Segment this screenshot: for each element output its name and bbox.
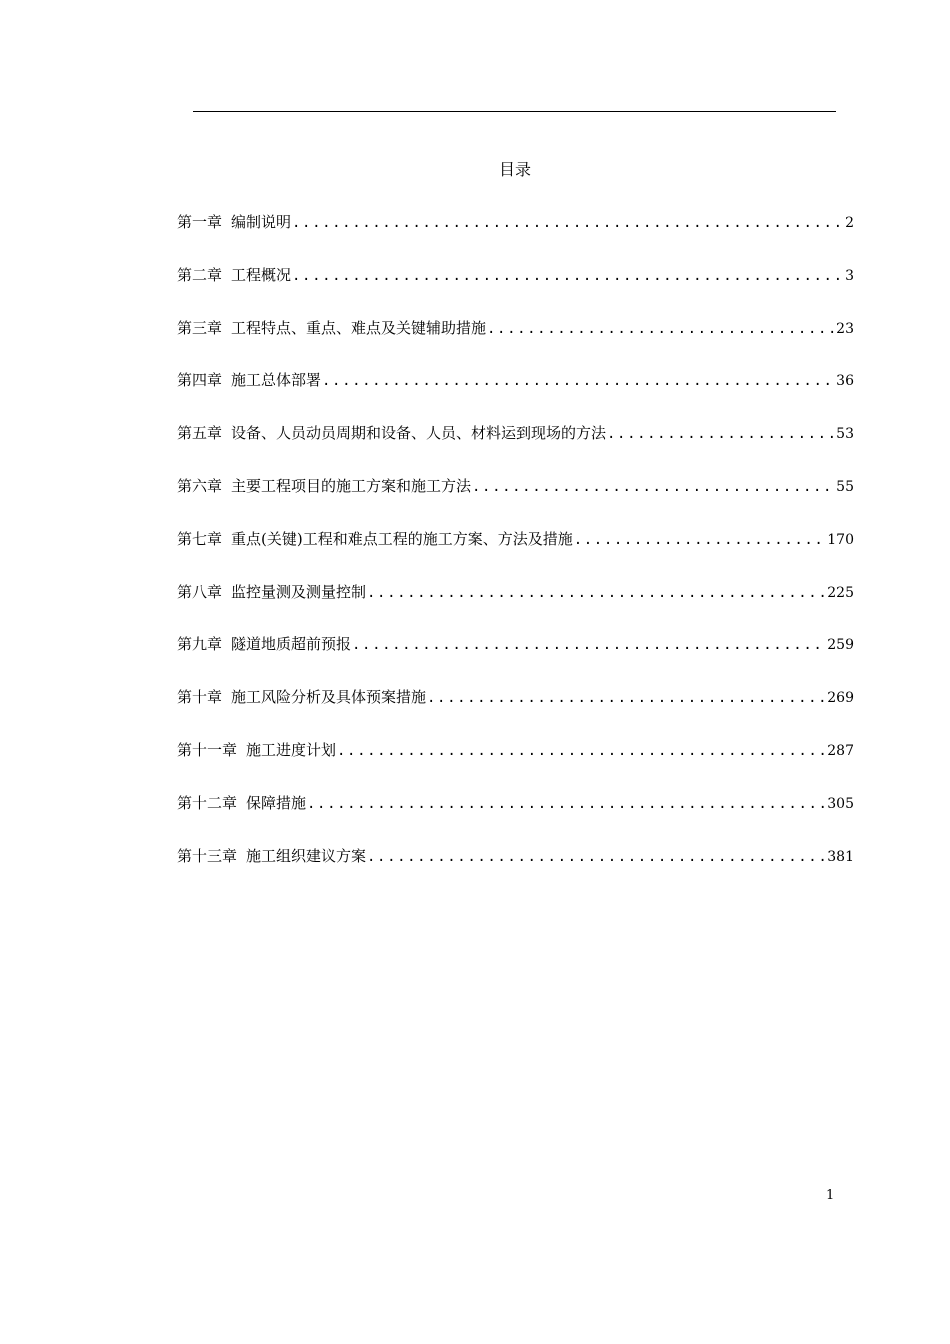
toc-chapter-name: 施工进度计划 [246,740,337,759]
toc-dot-leader [607,423,834,445]
toc-chapter-name: 施工风险分析及具体预案措施 [231,688,427,707]
toc-chapter-number: 第八章 [177,582,223,601]
toc-chapter-number: 第二章 [177,265,223,284]
toc-page-number: 36 [836,373,854,390]
toc-dot-leader [322,370,834,392]
toc-dot-leader [292,265,843,287]
page-number: 1 [826,1188,835,1203]
toc-entry[interactable] [177,422,854,475]
toc-dot-leader [487,318,834,340]
toc-chapter-name: 监控量测及测量控制 [231,582,367,601]
toc-entry[interactable] [177,211,854,264]
toc-chapter-number: 第十三章 [177,846,238,865]
toc-page-number: 225 [827,584,854,601]
toc-dot-leader [337,740,825,762]
toc-entry[interactable] [177,845,854,898]
toc-entry[interactable] [177,475,854,528]
toc-chapter-name: 工程特点、重点、难点及关键辅助措施 [231,318,487,337]
toc-dot-leader [574,529,826,551]
toc-dot-leader [367,846,825,868]
toc-page-number: 3 [845,267,854,284]
toc-chapter-name: 重点(关键)工程和难点工程的施工方案、方法及措施 [231,529,573,548]
toc-dot-leader [427,687,825,709]
toc-chapter-name: 编制说明 [231,213,292,231]
table-of-contents [177,211,854,897]
toc-chapter-number: 第三章 [177,318,223,337]
toc-chapter-name: 工程概况 [231,265,292,284]
toc-page-number: 269 [827,690,854,707]
toc-chapter-number: 第七章 [177,529,223,548]
toc-chapter-number: 第四章 [177,371,223,390]
toc-entry[interactable] [177,792,854,845]
toc-page-number: 381 [827,848,854,865]
toc-page-number: 287 [827,742,854,759]
toc-entry[interactable] [177,739,854,792]
toc-chapter-name: 施工总体部署 [231,371,322,390]
toc-dot-leader [292,212,843,234]
toc-chapter-number: 第九章 [177,635,223,654]
toc-page-number: 2 [845,215,854,231]
toc-dot-leader [472,476,834,498]
toc-entry[interactable] [177,317,854,370]
toc-chapter-number: 第六章 [177,476,223,495]
toc-entry[interactable] [177,369,854,422]
header-rule [193,111,836,112]
toc-page-number: 259 [827,637,854,654]
toc-chapter-number: 第十章 [177,688,223,707]
toc-dot-leader [352,634,825,656]
toc-entry[interactable] [177,686,854,739]
toc-page-number: 23 [836,320,854,337]
toc-chapter-name: 隧道地质超前预报 [231,635,352,654]
toc-page-number: 53 [836,426,854,443]
toc-entry[interactable] [177,264,854,317]
toc-dot-leader [367,582,825,604]
toc-page-number: 170 [827,531,854,548]
toc-chapter-name: 主要工程项目的施工方案和施工方法 [231,476,472,495]
toc-chapter-name: 保障措施 [246,793,307,812]
toc-chapter-number: 第五章 [177,424,223,443]
toc-chapter-number: 第十二章 [177,793,238,812]
toc-entry[interactable] [177,528,854,581]
toc-entry[interactable] [177,633,854,686]
toc-page-number: 305 [827,795,854,812]
toc-chapter-name: 设备、人员动员周期和设备、人员、材料运到现场的方法 [231,424,607,443]
toc-dot-leader [307,793,825,815]
toc-chapter-name: 施工组织建议方案 [246,846,367,865]
toc-entry[interactable] [177,581,854,634]
toc-title: 目录 [498,160,531,179]
toc-page-number: 55 [836,478,854,495]
toc-chapter-number: 第一章 [177,213,223,231]
toc-chapter-number: 第十一章 [177,740,238,759]
